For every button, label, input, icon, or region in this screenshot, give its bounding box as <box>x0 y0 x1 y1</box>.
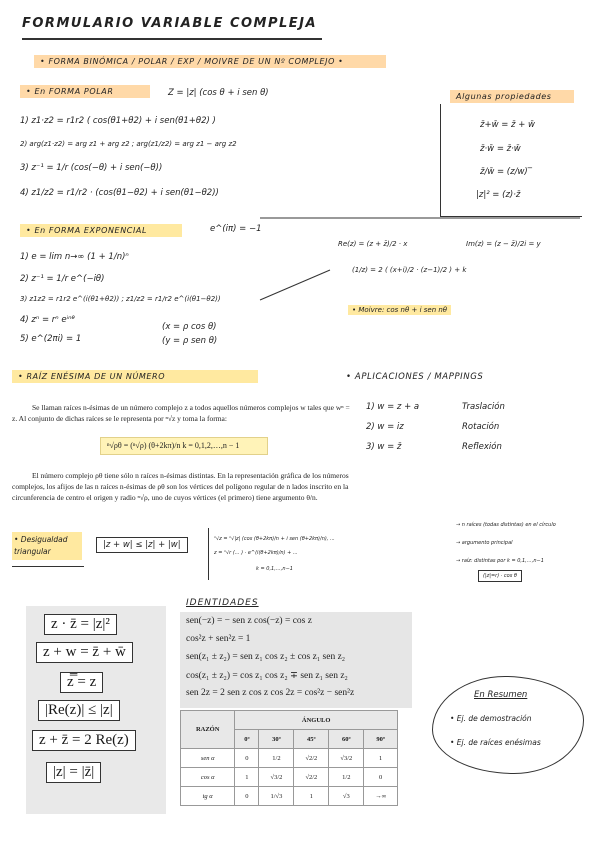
expo-eq-2: 2) z⁻¹ = 1/r e^(−iθ) <box>20 274 105 284</box>
table-cell: 1/√3 <box>259 787 294 806</box>
polar-eq-3: 3) z⁻¹ = 1/r (cos(−θ) + i sen(−θ)) <box>20 163 163 173</box>
polar-coords: (x = ρ cos θ) <box>162 322 217 332</box>
table-header: RAZÓN <box>181 711 235 749</box>
identity-line: sen 2z = 2 sen z cos z cos 2z = cos²z − sen²z <box>186 688 355 698</box>
table-cell: 1 <box>294 787 329 806</box>
table-cell: √2/2 <box>294 768 329 787</box>
identities-label: IDENTIDADES <box>186 598 259 608</box>
section-polar: • En FORMA POLAR <box>20 85 150 98</box>
connector-lines <box>200 210 600 310</box>
roots-formula: ⁿ√ρθ = (ⁿ√ρ) (θ+2kπ)/n k = 0,1,2,…,n − 1 <box>100 437 268 455</box>
angle-header: 45º <box>294 730 329 749</box>
divider <box>440 104 441 216</box>
roots-formula-row: ⁿ√z = ⁿ√|z| (cos (θ+2kπ)/n + i sen (θ+2kπ)/n), ... <box>214 536 335 542</box>
table-cell: √3/2 <box>329 749 364 768</box>
section-applications: • APLICACIONES / MAPPINGS <box>346 372 484 382</box>
prop-item: z̄·w̄ = z̄·w̄ <box>480 144 521 154</box>
conj-prop: z + z̄ = 2 Re(z) <box>32 730 136 751</box>
app-formula: 2) w = iz <box>366 422 404 432</box>
table-cell: 1 <box>235 768 259 787</box>
angle-header: 30º <box>259 730 294 749</box>
table-cell: 0 <box>364 768 398 787</box>
polar-eq-1: 1) z1·z2 = r1r2 ( cos(θ1+θ2) + i sen(θ1+θ2) ) <box>20 116 216 126</box>
roots-note: → raíz: distintas por k = 0,1,…,n−1 <box>456 558 544 564</box>
summary-label: En Resumen <box>474 690 528 700</box>
divider <box>12 566 84 567</box>
table-cell: 0 <box>235 749 259 768</box>
table-cell: →∞ <box>364 787 398 806</box>
table-cell: sen α <box>181 749 235 768</box>
expo-eq-4: 4) zⁿ = rⁿ eⁱⁿᶿ <box>20 315 76 325</box>
triangle-inequality-label: • Desigualdad triangular <box>12 532 82 560</box>
app-name: Reflexión <box>462 442 502 452</box>
roots-formula-row: k = 0,1,…,n−1 <box>256 566 293 572</box>
roots-paragraph-2: El número complejo ρθ tiene sólo n raíces n-ésimas distintas. En la representación gráfica de los números complejos, los afijos de las n raíces n-ésimas de ρθ son los vértices del polígono regular de n lados inscrito en la circunferencia de centro el origen y radio ⁿ√ρ, uno de cuyos vértices (el primero) tiene argumento θ/n. <box>12 471 349 502</box>
roots-note-box: (|z|=r) · cos θ <box>478 570 522 582</box>
identity-line: sen(z₁ ± z₂) = sen z₁ cos z₂ ± cos z₁ sen z₂ <box>186 652 346 662</box>
re-formula: Re(z) = (z + z̄)/2 · x <box>338 240 408 248</box>
angle-header: 0º <box>235 730 259 749</box>
roots-note: → n raíces (todas distintas) en el círculo <box>456 522 556 528</box>
table-cell: 0 <box>235 787 259 806</box>
prop-item: z̄+w̄ = z̄ + w̄ <box>480 120 536 130</box>
table-cell: √3 <box>329 787 364 806</box>
roots-paragraph-1: Se llaman raíces n-ésimas de un número complejo z a todos aquellos números complejos w tales que wⁿ = z. Al conjunto de dichas raíces se le representa por ⁿ√z y toma la forma: <box>12 403 350 423</box>
table-cell: 1 <box>364 749 398 768</box>
polar-coords: (y = ρ sen θ) <box>162 336 218 346</box>
im-formula: Im(z) = (z − z̄)/2i = y <box>466 240 541 248</box>
app-name: Traslación <box>462 402 505 412</box>
title-underline <box>22 38 322 40</box>
polar-main-eq: Z = |z| (cos θ + i sen θ) <box>168 88 269 98</box>
table-row <box>181 749 398 768</box>
table-cell: tg α <box>181 787 235 806</box>
table-cell: √3/2 <box>259 768 294 787</box>
header-banner: • FORMA BINÓMICA / POLAR / EXP / MOIVRE DE UN Nº COMPLEJO • <box>34 55 386 68</box>
roots-formula-row: z = ⁿ√r (... ) · e^(i(θ+2kπ)/n) + ... <box>214 550 298 556</box>
expo-eq-3: 3) z1z2 = r1r2 e^(i(θ1+θ2)) ; z1/z2 = r1/r2 e^(i(θ1−θ2)) <box>20 295 221 303</box>
summary-item: • Ej. de demostración <box>450 714 532 723</box>
prop-item: |z|² = (z)·z̄ <box>476 190 521 200</box>
identity-line: sen(−z) = − sen z cos(−z) = cos z <box>186 616 312 626</box>
expo-eq-1: 1) e = lim n→∞ (1 + 1/n)ⁿ <box>20 252 129 262</box>
identity-line: cos²z + sen²z = 1 <box>186 634 251 644</box>
conj-prop: z · z̄ = |z|² <box>44 614 117 635</box>
app-formula: 3) w = z̄ <box>366 442 402 452</box>
table-header: ÁNGULO <box>235 711 398 730</box>
page-title: FORMULARIO VARIABLE COMPLEJA <box>22 16 318 31</box>
props-label: Algunas propiedades <box>450 90 574 103</box>
expo-eq-5: 5) e^(2πi) = 1 <box>20 334 82 344</box>
conj-prop: |z| = |z̄| <box>46 762 101 783</box>
table-row <box>181 768 398 787</box>
trig-table <box>180 710 398 806</box>
section-roots: • RAÍZ ENÉSIMA DE UN NÚMERO <box>12 370 258 383</box>
identity-line: cos(z₁ ± z₂) = cos z₁ cos z₂ ∓ sen z₁ sen z₂ <box>186 671 348 681</box>
app-formula: 1) w = z + a <box>366 402 420 412</box>
section-exponential: • En FORMA EXPONENCIAL <box>20 224 182 237</box>
angle-header: 90º <box>364 730 398 749</box>
angle-header: 60º <box>329 730 364 749</box>
conj-prop: |Re(z)| ≤ |z| <box>38 700 120 721</box>
polar-eq-2: 2) arg(z1·z2) = arg z1 + arg z2 ; arg(z1/z2) = arg z1 − arg z2 <box>20 140 237 148</box>
summary-item: • Ej. de raíces enésimas <box>450 738 541 747</box>
divider <box>208 528 209 580</box>
moivre-formula: • Moivre: cos nθ + i sen nθ <box>348 305 451 315</box>
table-cell: 1/2 <box>259 749 294 768</box>
table-cell: √2/2 <box>294 749 329 768</box>
euler-identity: e^(iπ) = −1 <box>210 224 262 234</box>
table-cell: 1/2 <box>329 768 364 787</box>
conj-prop: z̿ = z <box>60 672 103 693</box>
app-name: Rotación <box>462 422 500 432</box>
roots-note: → argumento principal <box>456 540 513 546</box>
polar-eq-4: 4) z1/z2 = r1/r2 · (cos(θ1−θ2) + i sen(θ1−θ2)) <box>20 188 219 198</box>
table-cell: cos α <box>181 768 235 787</box>
conj-prop: z + w = z̄ + w̄ <box>36 642 133 663</box>
table-row <box>181 787 398 806</box>
prop-item: z̄/w̄ = (z/w)‾ <box>480 167 532 177</box>
log-formula: (1/z) = 2 ( (x+i)/2 · (z−1)/2 ) + k <box>352 266 467 274</box>
triangle-inequality-box: |z + w| ≤ |z| + |w| <box>96 537 188 553</box>
